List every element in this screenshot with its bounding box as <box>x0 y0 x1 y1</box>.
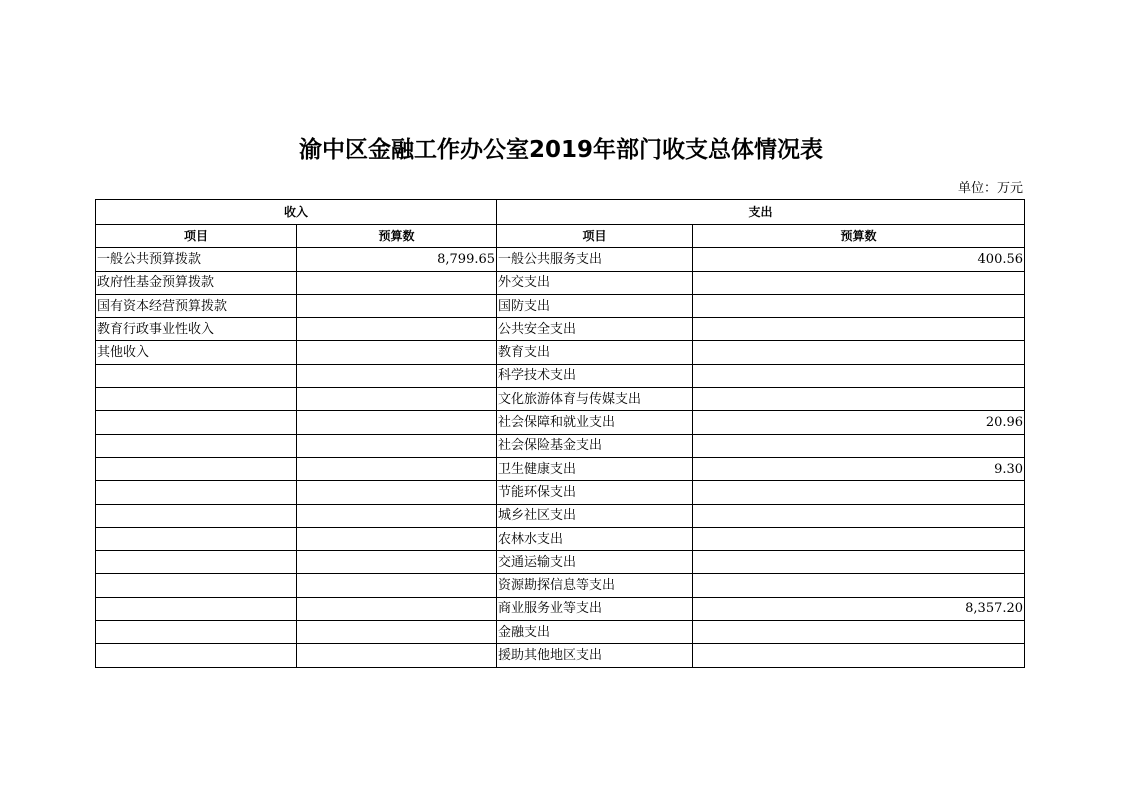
expense-item-cell: 金融支出 <box>497 621 693 644</box>
expense-amount-cell <box>693 271 1025 294</box>
expense-item-cell: 文化旅游体育与传媒支出 <box>497 388 693 411</box>
income-amount-cell <box>297 271 497 294</box>
expense-item-cell: 社会保险基金支出 <box>497 434 693 457</box>
income-amount-cell <box>297 411 497 434</box>
income-item-cell <box>96 644 297 667</box>
income-item-cell <box>96 434 297 457</box>
expense-item-header: 项目 <box>497 225 693 248</box>
income-amount-cell <box>297 318 497 341</box>
expense-amount-cell <box>693 434 1025 457</box>
income-amount-cell <box>297 481 497 504</box>
income-amount-cell: 8,799.65 <box>297 248 497 271</box>
expense-item-cell: 商业服务业等支出 <box>497 597 693 620</box>
expense-amount-cell <box>693 551 1025 574</box>
expense-amount-cell <box>693 364 1025 387</box>
income-item-cell <box>96 621 297 644</box>
income-amount-cell <box>297 644 497 667</box>
expense-amount-cell <box>693 341 1025 364</box>
expense-item-cell: 援助其他地区支出 <box>497 644 693 667</box>
expense-item-cell: 卫生健康支出 <box>497 457 693 480</box>
income-item-cell: 教育行政事业性收入 <box>96 318 297 341</box>
expense-item-cell: 农林水支出 <box>497 527 693 550</box>
table-row <box>96 457 1025 480</box>
income-amount-cell <box>297 341 497 364</box>
income-item-cell <box>96 504 297 527</box>
expense-item-cell: 科学技术支出 <box>497 364 693 387</box>
income-amount-cell <box>297 504 497 527</box>
expense-amount-cell: 8,357.20 <box>693 597 1025 620</box>
income-item-cell: 其他收入 <box>96 341 297 364</box>
expense-amount-cell <box>693 388 1025 411</box>
table-row <box>96 388 1025 411</box>
budget-table <box>95 199 1025 668</box>
expense-section-header: 支出 <box>497 200 1025 225</box>
table-body <box>96 248 1025 667</box>
table-row <box>96 527 1025 550</box>
unit-label: 单位：万元 <box>957 181 1023 196</box>
income-item-cell <box>96 388 297 411</box>
expense-item-cell: 社会保障和就业支出 <box>497 411 693 434</box>
expense-item-cell: 交通运输支出 <box>497 551 693 574</box>
table-row <box>96 644 1025 667</box>
table-row <box>96 271 1025 294</box>
table-row <box>96 341 1025 364</box>
income-budget-header: 预算数 <box>297 225 497 248</box>
table-row <box>96 411 1025 434</box>
table-row <box>96 364 1025 387</box>
table-row <box>96 504 1025 527</box>
income-item-cell <box>96 574 297 597</box>
expense-item-cell: 教育支出 <box>497 341 693 364</box>
expense-item-cell: 外交支出 <box>497 271 693 294</box>
expense-amount-cell <box>693 504 1025 527</box>
income-amount-cell <box>297 551 497 574</box>
income-section-header: 收入 <box>96 200 497 225</box>
table-row <box>96 481 1025 504</box>
table-row <box>96 294 1025 317</box>
expense-amount-cell <box>693 294 1025 317</box>
table-row <box>96 318 1025 341</box>
expense-item-cell: 公共安全支出 <box>497 318 693 341</box>
expense-amount-cell <box>693 527 1025 550</box>
income-item-cell: 政府性基金预算拨款 <box>96 271 297 294</box>
expense-item-cell: 节能环保支出 <box>497 481 693 504</box>
income-item-cell <box>96 551 297 574</box>
income-amount-cell <box>297 294 497 317</box>
expense-amount-cell: 20.96 <box>693 411 1025 434</box>
expense-amount-cell: 9.30 <box>693 457 1025 480</box>
income-item-cell <box>96 457 297 480</box>
income-item-cell <box>96 527 297 550</box>
expense-item-cell: 一般公共服务支出 <box>497 248 693 271</box>
expense-item-cell: 城乡社区支出 <box>497 504 693 527</box>
table-row <box>96 551 1025 574</box>
income-amount-cell <box>297 527 497 550</box>
income-amount-cell <box>297 388 497 411</box>
expense-budget-header: 预算数 <box>693 225 1025 248</box>
expense-amount-cell: 400.56 <box>693 248 1025 271</box>
expense-item-cell: 资源勘探信息等支出 <box>497 574 693 597</box>
income-item-cell <box>96 411 297 434</box>
expense-amount-cell <box>693 621 1025 644</box>
table-row <box>96 434 1025 457</box>
income-amount-cell <box>297 364 497 387</box>
income-amount-cell <box>297 457 497 480</box>
income-amount-cell <box>297 597 497 620</box>
page-title: 渝中区金融工作办公室2019年部门收支总体情况表 <box>298 137 823 163</box>
income-item-cell: 一般公共预算拨款 <box>96 248 297 271</box>
income-amount-cell <box>297 434 497 457</box>
table-row <box>96 574 1025 597</box>
income-item-cell <box>96 481 297 504</box>
expense-item-cell: 国防支出 <box>497 294 693 317</box>
expense-amount-cell <box>693 644 1025 667</box>
expense-amount-cell <box>693 481 1025 504</box>
income-amount-cell <box>297 574 497 597</box>
expense-amount-cell <box>693 574 1025 597</box>
expense-amount-cell <box>693 318 1025 341</box>
table-row <box>96 248 1025 271</box>
income-item-header: 项目 <box>96 225 297 248</box>
table-row <box>96 621 1025 644</box>
table-row <box>96 597 1025 620</box>
column-header-row <box>96 225 1025 248</box>
income-item-cell: 国有资本经营预算拨款 <box>96 294 297 317</box>
income-item-cell <box>96 597 297 620</box>
income-item-cell <box>96 364 297 387</box>
income-amount-cell <box>297 621 497 644</box>
section-header-row <box>96 200 1025 225</box>
